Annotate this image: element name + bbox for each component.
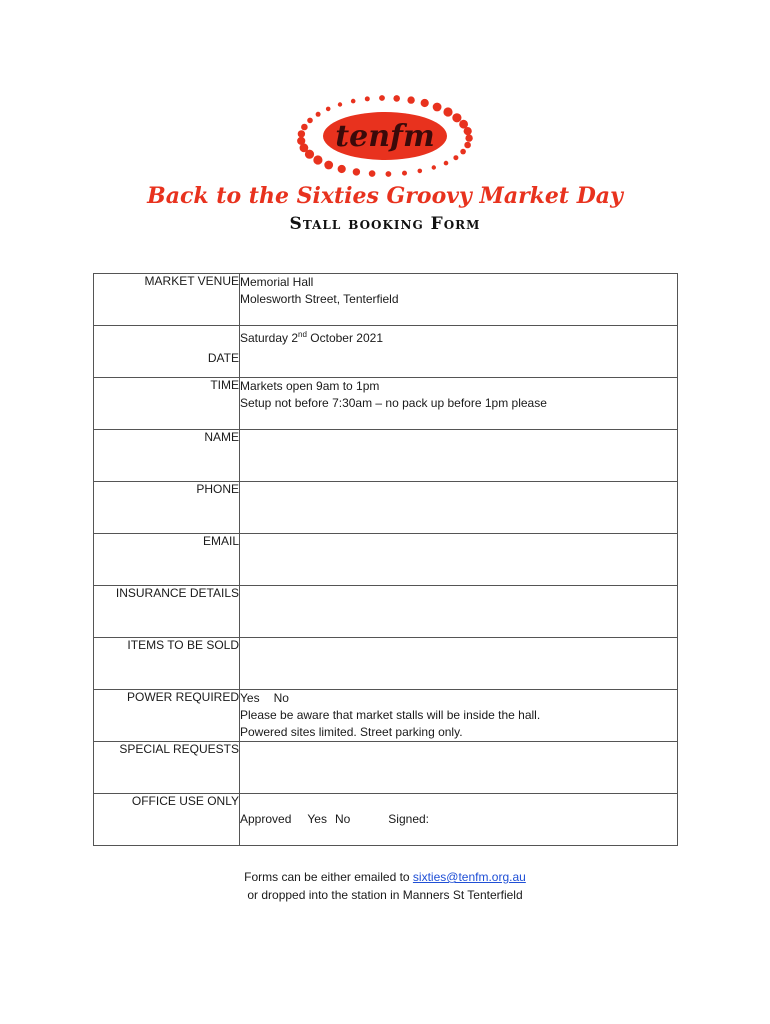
logo-dot bbox=[418, 169, 423, 174]
office-no[interactable]: No bbox=[334, 812, 351, 826]
venue-line-1: Memorial Hall bbox=[240, 275, 314, 289]
row-name bbox=[94, 430, 678, 482]
insurance-label: INSURANCE DETAILS bbox=[94, 586, 240, 638]
footer bbox=[0, 868, 770, 904]
date-text: Saturday 2nd October 2021 bbox=[240, 330, 384, 345]
power-value bbox=[240, 690, 678, 742]
logo-dot bbox=[338, 102, 342, 106]
logo-dot bbox=[353, 168, 360, 175]
logo-dot bbox=[326, 107, 331, 112]
page-subtitle: Stall booking Form bbox=[289, 214, 481, 234]
logo-dot bbox=[338, 165, 346, 173]
office-yes[interactable]: Yes bbox=[307, 812, 327, 826]
logo-dot bbox=[465, 134, 472, 141]
logo-dot bbox=[402, 171, 407, 176]
logo-dot bbox=[464, 127, 472, 135]
venue-line-2: Molesworth Street, Tenterfield bbox=[240, 292, 399, 306]
logo-dot bbox=[369, 170, 376, 177]
logo-dot bbox=[307, 118, 313, 124]
logo-dot bbox=[433, 103, 442, 112]
row-time bbox=[94, 378, 678, 430]
logo-dot bbox=[464, 142, 471, 149]
tenfm-logo bbox=[292, 92, 482, 182]
logo-text: tenfm bbox=[335, 119, 435, 154]
office-signed: Signed: bbox=[388, 812, 429, 826]
page-title: Back to the Sixties Groovy Market Day bbox=[147, 183, 623, 209]
logo-dot bbox=[313, 155, 322, 164]
phone-field[interactable] bbox=[240, 482, 678, 534]
row-market-venue bbox=[94, 274, 678, 326]
items-label: ITEMS TO BE SOLD bbox=[94, 638, 240, 690]
logo-dot bbox=[386, 171, 392, 177]
logo-dot bbox=[421, 99, 429, 107]
date-label: DATE bbox=[94, 326, 240, 378]
footer-line-2: or dropped into the station in Manners St Tenterfield bbox=[247, 888, 523, 902]
special-field[interactable] bbox=[240, 742, 678, 794]
row-power bbox=[94, 690, 678, 742]
booking-form-table bbox=[93, 273, 678, 846]
logo-dot bbox=[453, 155, 458, 160]
logo-dot bbox=[443, 107, 452, 116]
logo-dot bbox=[407, 96, 414, 103]
logo-dot bbox=[324, 161, 333, 170]
row-date bbox=[94, 326, 678, 378]
row-email bbox=[94, 534, 678, 586]
power-note-2: Powered sites limited. Street parking only. bbox=[240, 725, 463, 739]
logo-dot bbox=[452, 113, 461, 122]
office-value bbox=[240, 794, 678, 846]
items-field[interactable] bbox=[240, 638, 678, 690]
logo-dot bbox=[351, 99, 356, 104]
power-no[interactable]: No bbox=[273, 691, 289, 705]
time-line-2: Setup not before 7:30am – no pack up before 1pm please bbox=[240, 396, 547, 410]
row-office bbox=[94, 794, 678, 846]
insurance-field[interactable] bbox=[240, 586, 678, 638]
time-label: TIME bbox=[94, 378, 240, 430]
row-items bbox=[94, 638, 678, 690]
logo-dot bbox=[444, 161, 449, 166]
power-label: POWER REQUIRED bbox=[94, 690, 240, 742]
logo-dot bbox=[297, 137, 305, 145]
logo-dot bbox=[460, 149, 466, 155]
logo-dot bbox=[379, 95, 385, 101]
row-insurance bbox=[94, 586, 678, 638]
logo-dot bbox=[432, 165, 436, 169]
date-value bbox=[240, 326, 678, 378]
footer-line-1: Forms can be either emailed to sixties@tenfm.org.au bbox=[244, 870, 526, 884]
logo-dot bbox=[365, 96, 370, 101]
office-label: OFFICE USE ONLY bbox=[94, 794, 240, 846]
row-special bbox=[94, 742, 678, 794]
power-note-1: Please be aware that market stalls will be inside the hall. bbox=[240, 708, 541, 722]
market-venue-value bbox=[240, 274, 678, 326]
time-line-1: Markets open 9am to 1pm bbox=[240, 379, 380, 393]
name-field[interactable] bbox=[240, 430, 678, 482]
logo-dot bbox=[298, 130, 305, 137]
logo-dot bbox=[301, 124, 308, 131]
power-options bbox=[240, 690, 677, 707]
special-label: SPECIAL REQUESTS bbox=[94, 742, 240, 794]
name-label: NAME bbox=[94, 430, 240, 482]
email-label: EMAIL bbox=[94, 534, 240, 586]
email-field[interactable] bbox=[240, 534, 678, 586]
row-phone bbox=[94, 482, 678, 534]
phone-label: PHONE bbox=[94, 482, 240, 534]
power-yes[interactable]: Yes bbox=[240, 691, 260, 705]
logo-dot bbox=[393, 95, 400, 102]
market-venue-label: MARKET VENUE bbox=[94, 274, 240, 326]
logo-dot bbox=[316, 112, 321, 117]
office-approved: Approved bbox=[240, 812, 292, 826]
email-link[interactable]: sixties@tenfm.org.au bbox=[412, 870, 526, 884]
time-value bbox=[240, 378, 678, 430]
